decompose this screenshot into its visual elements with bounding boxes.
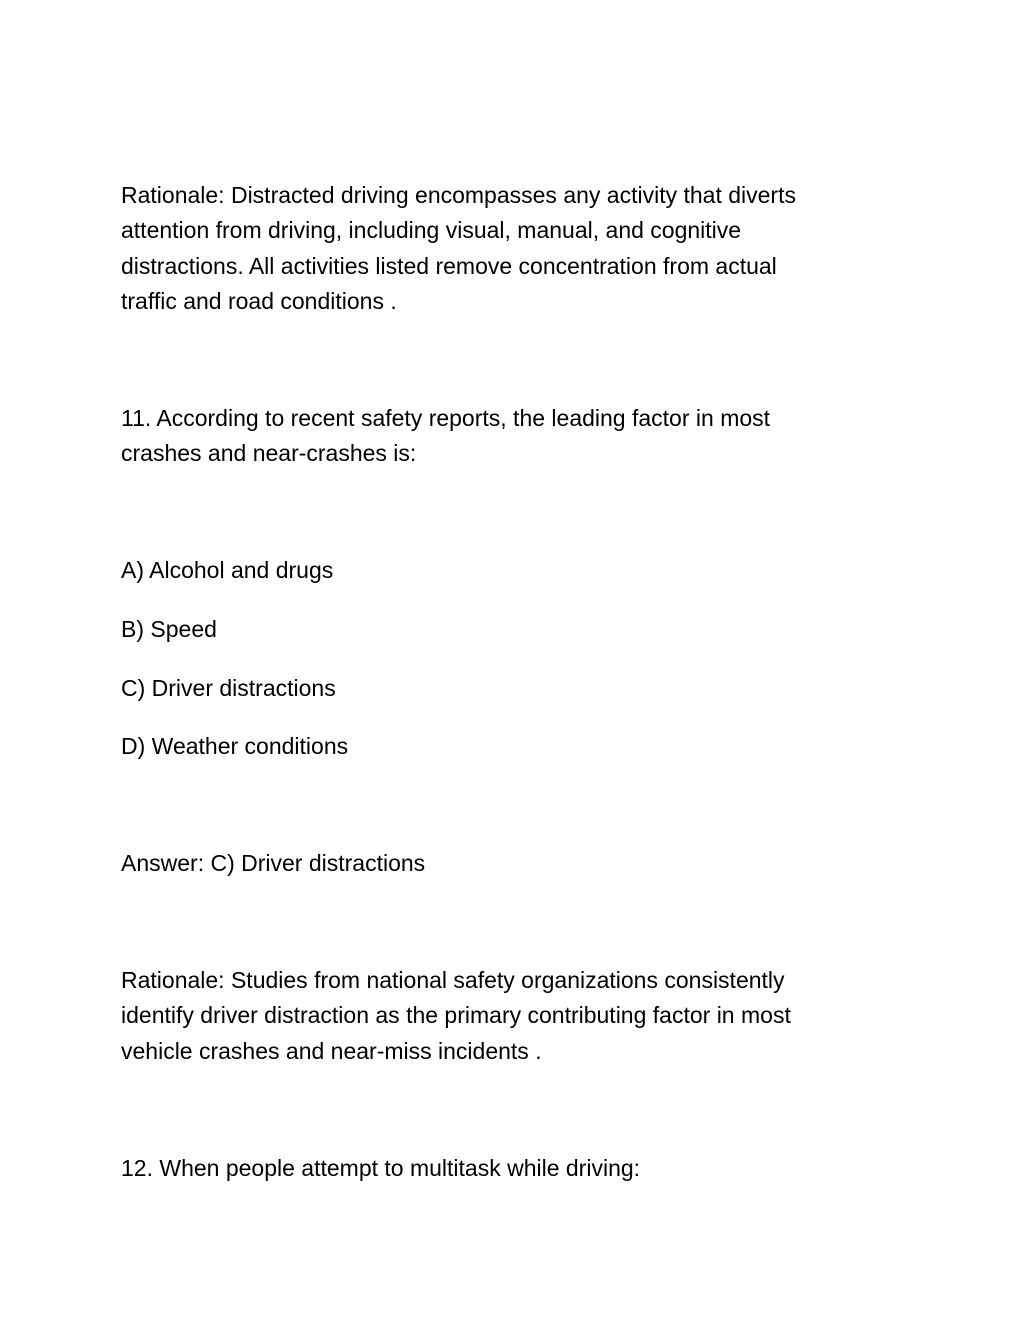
answer-option-b: B) Speed xyxy=(121,616,217,642)
question-line: crashes and near-crashes is: xyxy=(121,440,417,467)
question-11-text xyxy=(121,401,881,472)
question-12-text: 12. When people attempt to multitask while driving: xyxy=(121,1155,641,1181)
rationale-line: attention from driving, including visual, manual, and cognitive xyxy=(121,217,742,244)
answer-option-c: C) Driver distractions xyxy=(121,675,336,701)
rationale-line: traffic and road conditions . xyxy=(121,287,397,314)
rationale-line: Rationale: Studies from national safety organizations consistently xyxy=(121,967,785,993)
answer-line: Answer: C) Driver distractions xyxy=(121,850,426,876)
answer-option-d: D) Weather conditions xyxy=(121,733,349,759)
question-line: 11. According to recent safety reports, the leading factor in most xyxy=(121,405,771,431)
rationale-line: Rationale: Distracted driving encompasses any activity that diverts xyxy=(121,182,796,208)
rationale-line: distractions. All activities listed remove concentration from actual xyxy=(121,252,777,279)
rationale-line: vehicle crashes and near-miss incidents . xyxy=(121,1037,542,1064)
rationale-line: identify driver distraction as the primary contributing factor in most xyxy=(121,1002,791,1029)
rationale-paragraph xyxy=(121,178,881,319)
answer-option-a: A) Alcohol and drugs xyxy=(121,557,334,583)
rationale-paragraph xyxy=(121,963,881,1069)
